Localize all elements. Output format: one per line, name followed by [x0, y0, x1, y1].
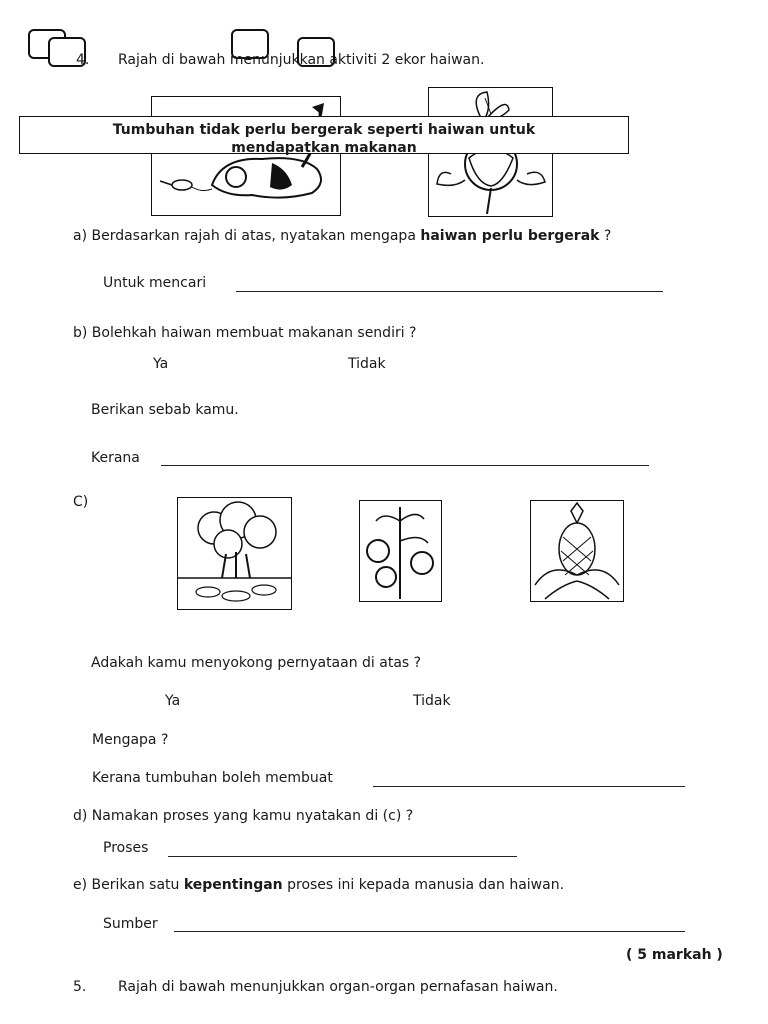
banner-line-1: Tumbuhan tidak perlu bergerak seperti haiwan untuk	[112, 122, 536, 138]
question-a: a) Berdasarkan rajah di atas, nyatakan mengapa haiwan perlu bergerak ?	[73, 228, 612, 244]
answer-e-label: Sumber	[103, 916, 158, 932]
question-number: 4.	[76, 52, 90, 68]
option-b-no[interactable]: Tidak	[348, 356, 386, 372]
answer-e-line[interactable]	[174, 931, 685, 932]
option-c-yes[interactable]: Ya	[165, 693, 181, 709]
answer-d-label: Proses	[103, 840, 149, 856]
option-b-yes[interactable]: Ya	[153, 356, 169, 372]
answer-a-line[interactable]	[236, 291, 663, 292]
cassava-plant-icon	[177, 497, 292, 610]
question-5-intro: Rajah di bawah menunjukkan organ-organ pernafasan haiwan.	[118, 979, 558, 995]
question-e: e) Berikan satu kepentingan proses ini kepada manusia dan haiwan.	[73, 877, 565, 893]
banner-line-2: mendapatkan makanan	[231, 140, 417, 156]
question-b-reason: Berikan sebab kamu.	[91, 402, 239, 418]
option-c-no[interactable]: Tidak	[413, 693, 451, 709]
answer-a-label: Untuk mencari	[103, 275, 207, 291]
answer-b-label: Kerana	[91, 450, 140, 466]
question-a-bold: haiwan perlu bergerak	[420, 228, 600, 244]
pineapple-plant-icon	[530, 500, 624, 602]
question-c: Adakah kamu menyokong pernyataan di atas ?	[91, 655, 422, 671]
tomato-plant-icon	[359, 500, 442, 602]
question-5-number: 5.	[73, 979, 87, 995]
question-d: d) Namakan proses yang kamu nyatakan di (c) ?	[73, 808, 414, 824]
answer-d-line[interactable]	[168, 856, 517, 857]
answer-b-line[interactable]	[161, 465, 649, 466]
question-b: b) Bolehkah haiwan membuat makanan sendiri ?	[73, 325, 417, 341]
answer-c-line[interactable]	[373, 786, 685, 787]
question-c-label: C)	[73, 494, 89, 510]
question-intro: Rajah di bawah menunjukkan aktiviti 2 ekor haiwan.	[118, 52, 485, 68]
statement-banner	[19, 116, 629, 154]
marks-label: ( 5 markah )	[626, 947, 723, 963]
question-c-why: Mengapa ?	[92, 732, 169, 748]
question-e-bold: kepentingan	[183, 877, 283, 893]
answer-c-label: Kerana tumbuhan boleh membuat	[92, 770, 333, 786]
